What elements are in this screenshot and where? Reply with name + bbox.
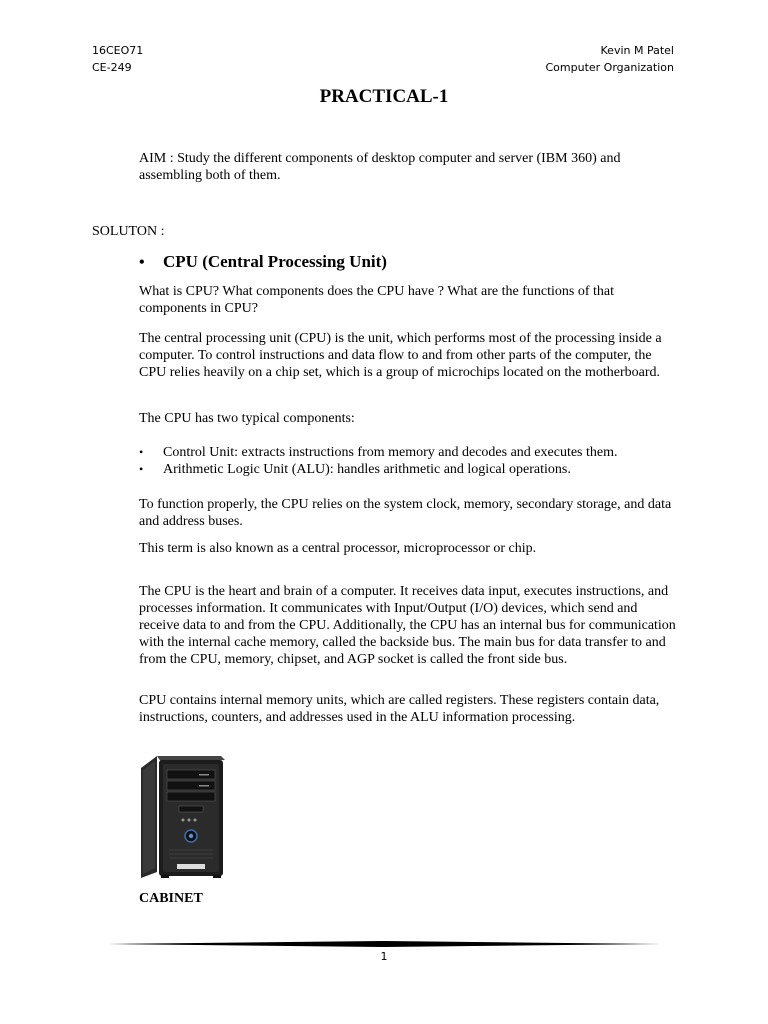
cabinet-image: [139, 754, 227, 880]
page-number: 1: [380, 950, 388, 963]
registers-paragraph: CPU contains internal memory units, which are called registers. These registers contain data, instructions, counters, and addresses used in the ALU information processing.: [139, 693, 660, 725]
aim-paragraph: AIM : Study the different components of desktop computer and server (IBM 360) and assembling both of them.: [139, 151, 621, 183]
bullet-icon: •: [139, 254, 145, 271]
heart-paragraph: The CPU is the heart and brain of a computer. It receives data input, executes instructions, and processes information. It communicates with Input/Output (I/O) devices, which send and receive data to and from the CPU. Additionally, the CPU has an internal bus for communication with the internal cache memory, called the backside bus. The main bus for data transfer to and from the CPU, memory, chipset, and AGP socket is called the front side bus.: [139, 584, 676, 667]
components-list: [139, 444, 699, 478]
subject-name: Computer Organization: [545, 61, 674, 74]
section-heading-text: CPU (Central Processing Unit): [163, 252, 387, 271]
function-paragraph: To function properly, the CPU relies on the system clock, memory, secondary storage, and data and address buses.: [139, 497, 672, 529]
solution-label: SOLUTON :: [92, 224, 165, 239]
bullet-icon: •: [139, 445, 144, 459]
page-title: PRACTICAL-1: [319, 86, 449, 107]
list-item-text: Arithmetic Logic Unit (ALU): handles arithmetic and logical operations.: [163, 462, 571, 477]
list-item-text: Control Unit: extracts instructions from memory and decodes and executes them.: [163, 445, 618, 460]
header-right: [545, 42, 674, 76]
image-caption: CABINET: [139, 891, 203, 906]
author-name: Kevin M Patel: [600, 44, 674, 57]
question-paragraph: What is CPU? What components does the CPU have ? What are the functions of that components in CPU?: [139, 284, 614, 316]
section-heading-cpu: [139, 252, 387, 272]
definition-paragraph: The central processing unit (CPU) is the unit, which performs most of the processing inside a computer. To control instructions and data flow to and from other parts of the computer, the CPU relies heavily on a chip set, which is a group of microchips located on the motherboard.: [139, 331, 662, 380]
footer-divider: [108, 941, 661, 947]
list-item: [139, 444, 699, 461]
header-left: [92, 42, 143, 76]
components-intro: The CPU has two typical components:: [139, 411, 355, 426]
bullet-icon: •: [139, 462, 144, 476]
list-item: [139, 461, 699, 478]
course-code: CE-249: [92, 61, 132, 74]
term-paragraph: This term is also known as a central processor, microprocessor or chip.: [139, 541, 537, 556]
roll-number: 16CEO71: [92, 44, 144, 57]
